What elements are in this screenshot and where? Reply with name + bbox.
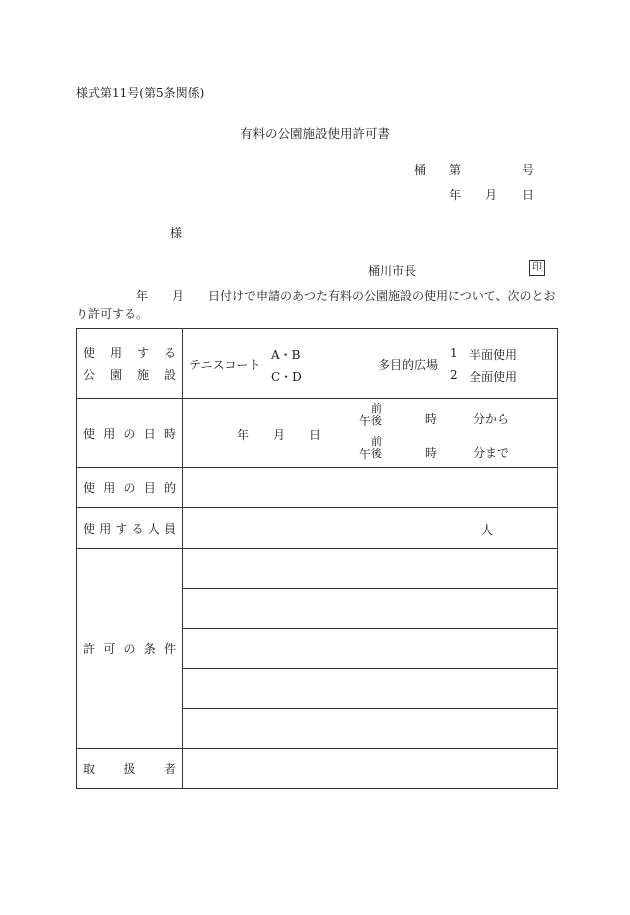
start-am-pm: 前 後 [371, 402, 382, 427]
datetime-label: 使 用 の 日 時 [77, 399, 183, 468]
handler-label: 取 扱 者 [77, 749, 183, 789]
form-number: 様式第11号(第5条関係) [76, 86, 205, 100]
facility-options [183, 329, 558, 399]
purpose-label: 使 用 の 目 的 [77, 468, 183, 508]
handler-field[interactable] [183, 749, 558, 789]
conditions-label: 許 可 の 条 件 [77, 549, 183, 749]
start-hour: 時 [425, 412, 438, 426]
condition-line-1[interactable] [183, 549, 558, 589]
full-use-label: 全面使用 [469, 370, 518, 384]
application-year: 年 [136, 289, 149, 303]
half-use-number: 1 [450, 346, 458, 360]
number-suffix: 号 [522, 163, 535, 177]
document-title: 有料の公園施設使用許可書 [239, 126, 390, 141]
court-ab: A・B [271, 348, 301, 362]
condition-line-5[interactable] [183, 709, 558, 749]
number-prefix: 第 [449, 163, 462, 177]
handler-row [77, 749, 558, 789]
start-noon: 午 [359, 414, 372, 428]
application-month: 月 [172, 289, 185, 303]
condition-line-2[interactable] [183, 589, 558, 629]
issuer-mayor: 桶川市長 [368, 264, 417, 278]
facility-label: 使 用 す る 公 園 施 設 [77, 329, 183, 399]
half-use-label: 半面使用 [469, 348, 518, 362]
conditions-row [77, 549, 558, 589]
permit-table [76, 328, 558, 789]
body-text-line2: り許可する。 [76, 307, 149, 321]
people-field[interactable] [183, 508, 558, 549]
court-cd: C・D [271, 370, 302, 384]
datetime-value [183, 399, 558, 468]
people-label: 使 用 す る 人 員 [77, 508, 183, 549]
end-noon: 午 [359, 447, 372, 461]
start-minute-from: 分から [473, 412, 510, 426]
facility-row [77, 329, 558, 399]
issuer-prefix: 桶 [414, 163, 427, 177]
addressee-suffix: 様 [170, 226, 183, 240]
datetime-row [77, 399, 558, 468]
people-row [77, 508, 558, 549]
end-hour: 時 [425, 446, 438, 460]
plaza-label: 多目的広場 [378, 358, 439, 372]
condition-line-4[interactable] [183, 669, 558, 709]
seal-mark: 印 [529, 260, 545, 276]
body-text-line1: 日付けで申請のあつた有料の公園施設の使用について、次のとお [208, 289, 556, 303]
use-year: 年 [237, 428, 250, 442]
issue-date-day: 日 [522, 188, 535, 202]
purpose-field[interactable] [183, 468, 558, 508]
use-day: 日 [309, 428, 322, 442]
end-am-pm: 前 後 [371, 435, 382, 460]
full-use-number: 2 [450, 368, 458, 382]
condition-line-3[interactable] [183, 629, 558, 669]
end-minute-until: 分まで [473, 446, 510, 460]
issue-date-year: 年 [449, 188, 462, 202]
tennis-court-label: テニスコート [189, 358, 261, 372]
people-unit: 人 [481, 523, 494, 537]
use-month: 月 [273, 428, 286, 442]
issue-date-month: 月 [485, 188, 498, 202]
purpose-row [77, 468, 558, 508]
